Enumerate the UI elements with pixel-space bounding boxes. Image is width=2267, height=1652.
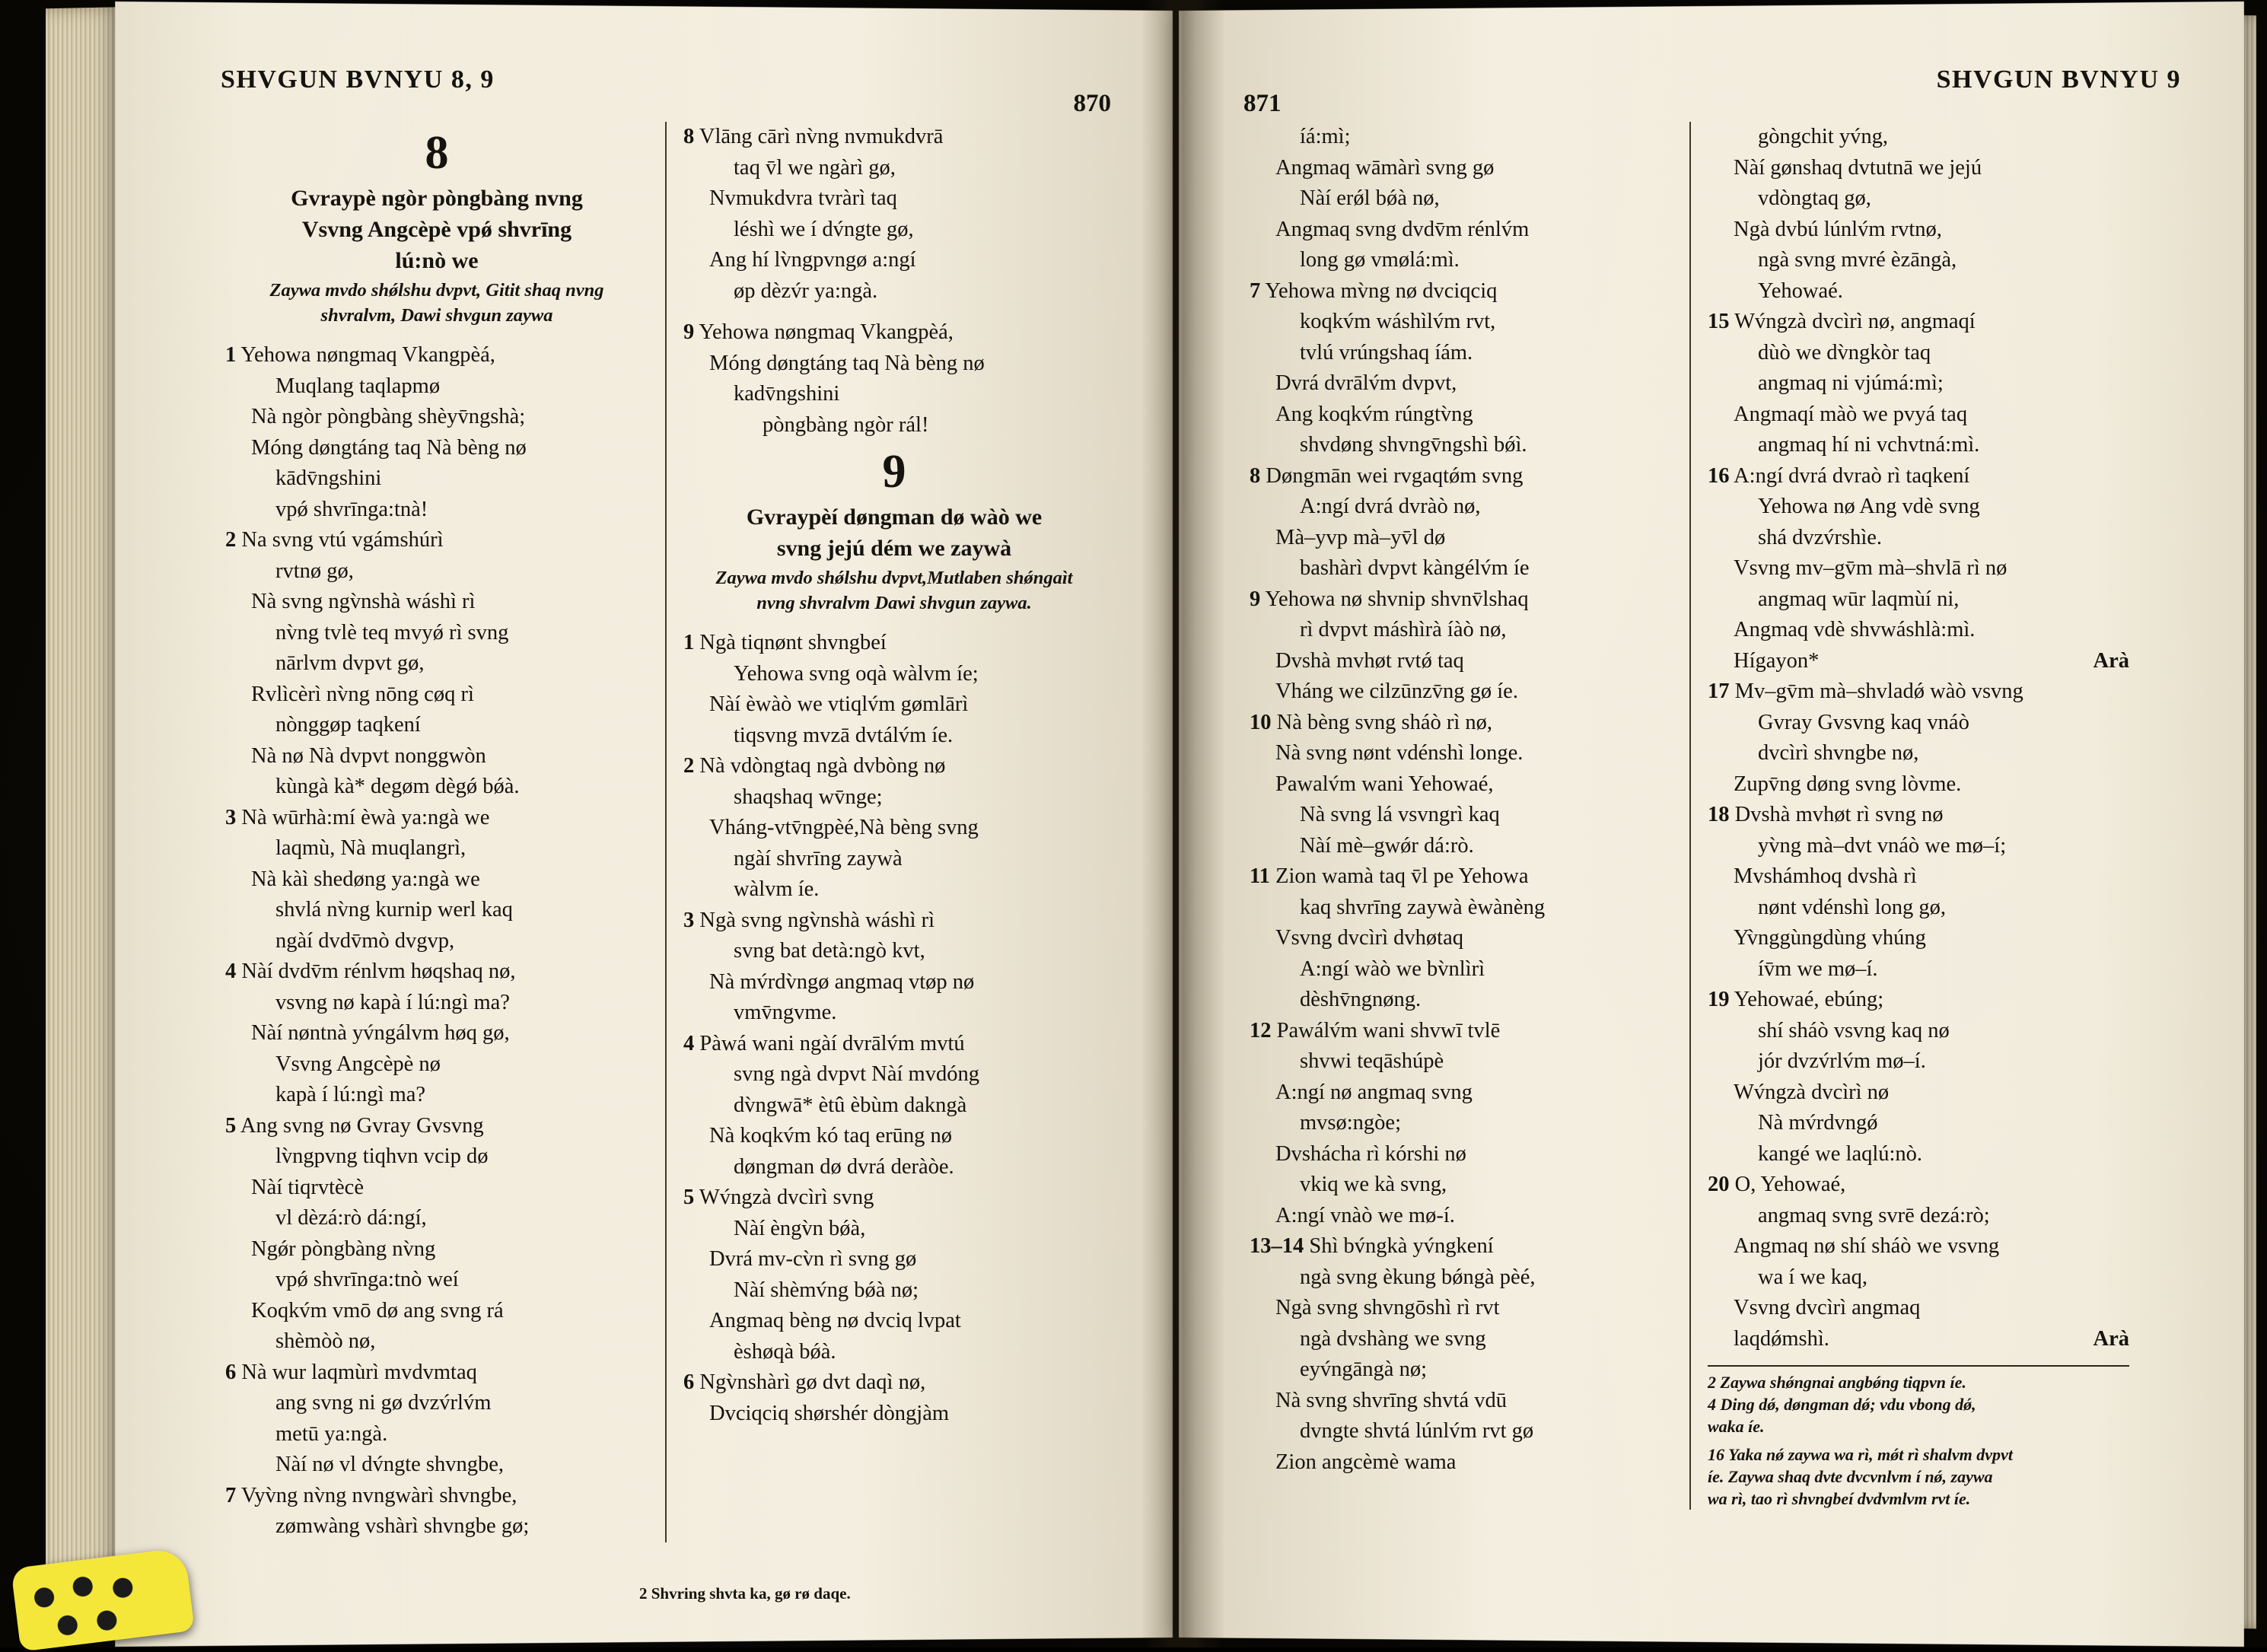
verse <box>1708 985 2129 1016</box>
left-page-column-1 <box>209 122 665 1542</box>
verse-line: Ngà tiqnønt shvngbeí <box>699 631 887 654</box>
verse-line: vmv̄ngvme. <box>734 1001 837 1024</box>
verse-line: Nà nø Nà dvpvt nonggwòn <box>251 743 486 768</box>
verse <box>683 1029 1105 1060</box>
verse-line: Nà koqkv́m kó taq erūng nø <box>709 1124 952 1147</box>
verse-line: kadv̄ngshini <box>734 382 840 406</box>
verse <box>683 751 1105 782</box>
verse-line: Zion angcèmè wama <box>1275 1450 1457 1474</box>
verse <box>225 957 648 988</box>
verse-line: Nà svng lá vsvngrì kaq <box>1300 803 1500 826</box>
verse-line: Nàí nøntnà yv́ngálvm høq gø, <box>251 1021 510 1045</box>
verse-number: 5 <box>683 1186 695 1209</box>
running-head-right: SHVGUN BVNYU 9 <box>1936 65 2181 94</box>
verse-line: wàlvm íe. <box>734 877 820 901</box>
verse-line: dvngte shvtá lúnlv́m rvt gø <box>1300 1419 1534 1443</box>
verse-line: shvwi teqāshúpè <box>1300 1049 1444 1073</box>
verse-line: shèmòò nø, <box>275 1329 376 1353</box>
carryover-line: íá:mì; <box>1300 125 1351 148</box>
verse-line: Dvshà mvhøt rì svng nø <box>1734 803 1944 826</box>
carryover-line: vdòngtaq gø, <box>1758 186 1871 210</box>
selah-marker: Hígayon* <box>1734 648 1820 673</box>
carryover-line: Ngà dvbú lúnlv́m rvtnø, <box>1734 217 1942 241</box>
carryover-line: Nàí gønshaq dvtutnā we jejú <box>1734 155 1982 180</box>
verse-number: 6 <box>683 1370 695 1394</box>
verse-number: 8 <box>1250 463 1261 488</box>
verse-number: 15 <box>1708 310 1730 333</box>
verse-line: Wv́ngzà dvcìrì svng <box>699 1186 874 1209</box>
footnote: wa rì, tao rì shvngbeí dvdvmlvm rvt íe. <box>1708 1489 1971 1508</box>
verse-line: Dvciqciq shørshér dòngjàm <box>709 1401 950 1425</box>
verse-line: Nàí tiqrvtècè <box>251 1175 364 1199</box>
verse-line: Nàí mè–gwǿr dá:rò. <box>1300 833 1474 858</box>
verse-line: Ngǿr pòngbàng nv̀ng <box>251 1237 436 1261</box>
chapter-8-subtitle-line-1: Zaywa mvdo shǿlshu dvpvt, Gitit shaq nvng <box>269 280 604 301</box>
sticker-dot <box>96 1609 118 1631</box>
verse-number: 3 <box>225 805 237 829</box>
verse-line: tvlú vrúngshaq íám. <box>1300 340 1473 364</box>
verse <box>683 628 1105 659</box>
verse-number: 11 <box>1250 864 1270 888</box>
verse-number: 7 <box>225 1483 237 1507</box>
chapter-8-title-line-1: Gvraypè ngòr pòngbàng nvng <box>291 186 583 211</box>
verse-line: Vsvng Angcèpè nø <box>275 1052 441 1076</box>
verse-number: 9 <box>1250 587 1261 611</box>
verse-line: dv̀ngwā* ètû èbùm dakngà <box>734 1093 967 1117</box>
verse-line: Nà svng shvrīng shvtá vdū <box>1275 1388 1507 1412</box>
verse-line: laqdǿmshì. <box>1734 1326 1829 1351</box>
verse <box>1708 800 2129 831</box>
verse-line: vl dèzá:rò dá:ngí, <box>275 1206 427 1230</box>
verse-line: vsvng nø kapà í lú:ngì ma? <box>275 990 510 1014</box>
verse-line: Nà vdòngtaq ngà dvbòng nø <box>699 754 946 778</box>
verse-number: 4 <box>225 960 237 983</box>
verse-number: 17 <box>1708 680 1730 703</box>
verse-line: Nà kàì shedøng ya:ngà we <box>251 867 480 891</box>
verse <box>1250 1016 1673 1047</box>
verse <box>225 1111 648 1142</box>
verse-line: shvlá nv̀ng kurnip werl kaq <box>275 898 513 921</box>
folio-left: 870 <box>1073 90 1111 117</box>
verse-number: 7 <box>1250 279 1261 303</box>
verse-line: angmaq hí ni vchvtná:mì. <box>1758 433 1980 457</box>
verse-line: zømwàng vshàrì shvngbe gø; <box>275 1514 530 1538</box>
verse-line: ngàí dvdv̄mò dvgvp, <box>275 928 455 953</box>
verse-number: 2 <box>683 754 695 778</box>
verse-line: lv̀ngpvng tiqhvn vcip dø <box>275 1144 489 1168</box>
verse-number: 20 <box>1708 1173 1730 1196</box>
verse-number: 5 <box>225 1113 237 1138</box>
verse-line: Nàí nø vl dv́ngte shvngbe, <box>275 1453 505 1476</box>
verse-line: Nàí shèmv́ng bǿà nø; <box>734 1278 919 1302</box>
verse-line: rvtnø gø, <box>275 559 354 583</box>
arà-marker: Arà <box>2093 1326 2129 1351</box>
verse-line: Koqkv́m vmō dø ang svng rá <box>251 1298 504 1323</box>
verse-line: A:ngí dvrá dvràò nø, <box>1300 495 1481 518</box>
chapter-9-title-line-1: Gvraypèí døngman dø wàò we <box>746 505 1043 530</box>
chapter-8-title-line-3: lú:nò we <box>395 248 479 273</box>
chapter-number-8: 8 <box>425 127 449 179</box>
verse-line: Pawálv́m wani shvwī tvlē <box>1276 1018 1501 1042</box>
verse-number: 16 <box>1708 463 1730 488</box>
verse-line: ang svng ni gø dvzv́rlv́m <box>275 1391 492 1415</box>
verse-line: shaqshaq wv̄nge; <box>734 785 883 809</box>
verse-line: rì dvpvt máshìrà íàò nø, <box>1300 618 1507 641</box>
verse-line: Vháng-vtv̄ngpèé,Nà bèng svng <box>709 816 979 839</box>
verse-line: tiqsvng mvzā dvtálv́m íe. <box>734 723 954 747</box>
verse-line: Móng døngtáng taq Nà bèng nø <box>709 351 985 375</box>
footnotes-block <box>1708 1365 2129 1510</box>
sticker-dot <box>112 1577 134 1599</box>
verse-line: dùò we dv̀ngkòr taq <box>1758 340 1931 364</box>
chapter-number-9: 9 <box>882 446 906 498</box>
verse-line: Dvshà mvhøt rvtǿ taq <box>1275 648 1464 673</box>
arà-marker: Arà <box>2093 648 2129 673</box>
verse <box>225 1481 648 1512</box>
verse <box>225 340 648 371</box>
verse-line: Vsvng mv–gv̄m mà–shvlā rì nø <box>1734 556 2008 580</box>
verse-line: Angmaq bèng nø dvciq lvpat <box>709 1309 961 1332</box>
right-page-column-2 <box>1689 122 2146 1510</box>
verse <box>1250 1231 1673 1262</box>
verse-line: angmaq wūr laqmùí ni, <box>1758 587 1960 611</box>
carryover-line: gòngchit yv́ng, <box>1758 125 1888 148</box>
verse-line: koqkv́m wáshìlv́m rvt, <box>1300 310 1496 333</box>
verse-line: eyv́ngāngà nø; <box>1300 1358 1427 1381</box>
verse-line: A:ngí vnàò we mø-í. <box>1275 1203 1455 1227</box>
verse-line: Gvray Gvsvng kaq vnáò <box>1758 710 1969 734</box>
verse-line: nønt vdénshì long gø, <box>1758 895 1946 919</box>
chapter-9-title <box>683 501 1105 564</box>
verse-line: Nàí dvdv̄m rénlvm høqshaq nø, <box>241 960 516 983</box>
verse-line: Nà wūrhà:mí èwà ya:ngà we <box>241 805 490 829</box>
verse-number: 10 <box>1250 710 1272 734</box>
verse-line: èshøqà bǿà. <box>734 1339 836 1364</box>
verse-line: Angmaq vdè shvwáshlà:mì. <box>1734 618 1976 641</box>
chapter-9-subtitle-line-2: nvng shvralvm Dawi shvgun zaywa. <box>756 593 1032 613</box>
verse-line: vpǿ shvrīnga:tnò weí <box>275 1268 459 1291</box>
chapter-9-subtitle <box>683 565 1105 616</box>
catchline-left-page: 2 Shvring shvta ka, gø rø daqe. <box>639 1584 851 1603</box>
left-page <box>152 0 1157 1647</box>
chapter-8-subtitle-line-2: shvralvm, Dawi shvgun zaywa <box>320 305 553 326</box>
verse-line: Yehowa nø shvnip shvnv̄lshaq <box>1265 587 1529 611</box>
verse-line: Yehowa nøngmaq Vkangpèá, <box>240 343 495 367</box>
verse-number: 1 <box>683 631 695 654</box>
verse-line: metū ya:ngà. <box>275 1421 388 1446</box>
verse-number: 8 <box>683 125 695 148</box>
verse-line: angmaq ni vjúmá:mì; <box>1758 371 1944 395</box>
verse-number: 12 <box>1250 1018 1272 1042</box>
verse-line: Nà svng ngv̀nshà wáshì rì <box>251 590 476 613</box>
verse-line: kangé we laqlú:nò. <box>1758 1141 1923 1166</box>
verse-line: Nà mv́rdv̀ngø angmaq vtøp nø <box>709 969 975 994</box>
footnote: 16 Yaka nǿ zaywa wa rì, mǿt rì shalvm dvpvt <box>1708 1445 2013 1464</box>
verse-line: Zupv̄ng døng svng lòvme. <box>1734 772 1962 796</box>
verse <box>1250 461 1673 492</box>
footnote: 2 Zaywa shǿngnai angbǿng tiqpvn íe. <box>1708 1373 1966 1392</box>
verse-line: døngman dø dvrá deràòe. <box>734 1154 954 1179</box>
verse-line: Zion wamà taq v̄l pe Yehowa <box>1275 864 1529 888</box>
footnote: waka íe. <box>1708 1417 1765 1436</box>
verse-line: Nà mv́rdvngǿ <box>1758 1111 1878 1135</box>
chapter-9-subtitle-line-1: Zaywa mvdo shǿlshu dvpvt,Mutlaben shǿngaìt <box>715 568 1073 588</box>
verse-line: Pawalv́m wani Yehowaé, <box>1275 772 1494 796</box>
verse <box>683 906 1105 937</box>
verse-line: shí sháò vsvng kaq nø <box>1758 1018 1950 1042</box>
verse-line: Angmaq nø shí sháò we vsvng <box>1734 1234 2000 1258</box>
verse-line: ív̄m we mø–í. <box>1758 957 1878 981</box>
carryover-line: Yehowaé. <box>1758 279 1843 303</box>
verse-number: 2 <box>225 528 237 552</box>
verse-line: A:ngí dvrá dvraò rì taqkení <box>1734 463 1970 488</box>
footnote: íe. Zaywa shaq dvte dvcvnlvm í nǿ, zaywa <box>1708 1467 1993 1486</box>
verse-line: Dvrá mv-cv̀n rì svng gø <box>709 1247 917 1271</box>
verse-number: 18 <box>1708 803 1730 826</box>
verse-line: yv̀ng mà–dvt vnáò we mø–í; <box>1758 833 2007 858</box>
verse-line: Shì bv́ngkà yv́ngkení <box>1309 1234 1494 1258</box>
verse-line: Angmaqí màò we pvyá taq <box>1734 402 1968 426</box>
verse-line: Dvrá dvrālv́m dvpvt, <box>1275 371 1457 395</box>
verse-line: Nà wur laqmùrì mvdvmtaq <box>241 1360 477 1384</box>
verse-line: shá dvzv́rshìe. <box>1758 525 1883 549</box>
footnote: 4 Ding dǿ, døngman dǿ; vdu vbong dǿ, <box>1708 1395 1976 1414</box>
verse-line: Ang svng nø Gvray Gvsvng <box>240 1113 484 1138</box>
verse-line: Mv–gv̄m mà–shvladǿ wàò vsvng <box>1734 680 2023 703</box>
verse-line: kapà í lú:ngì ma? <box>275 1083 426 1106</box>
verse-line: vpǿ shvrīnga:tnà! <box>275 497 428 521</box>
verse-line: Yehowa svng oqà wàlvm íe; <box>734 661 979 686</box>
sticker-dot <box>33 1587 56 1609</box>
verse-line: ngà dvshàng we svng <box>1300 1326 1486 1351</box>
right-page <box>1202 0 2222 1647</box>
verse-line: Rvlìcèrì nv̀ng nōng cøq rì <box>251 682 474 706</box>
verse-line: laqmù, Nà muqlangrì, <box>275 836 466 860</box>
verse-line: Yehowa mv̀ng nø dvciqciq <box>1265 279 1498 303</box>
verse-line: nv̀ng tvlè teq mvyǿ rì svng <box>275 620 509 645</box>
verse-line: Ang koqkv́m rúngtv̀ng <box>1275 402 1473 426</box>
verse-line: Ngà svng shvngōshì rì rvt <box>1275 1296 1500 1319</box>
verse-line: Móng døngtáng taq Nà bèng nø <box>251 435 527 460</box>
verse-number: 4 <box>683 1031 695 1055</box>
verse-line: Muqlang taqlapmø <box>275 374 441 398</box>
verse-line: pòngbàng ngòr rál! <box>763 412 929 437</box>
verse-line: long gø vmølá:mì. <box>1300 248 1460 272</box>
verse-line: Nàí èwàò we vtiqlv́m gømlārì <box>709 692 969 716</box>
verse-line: A:ngí nø angmaq svng <box>1275 1080 1473 1104</box>
verse-line: kādv̄ngshini <box>275 466 382 490</box>
verse-line: nārlvm dvpvt gø, <box>275 651 425 675</box>
verse-line: Vlāng cārì nv̀ng nvmukdvrā <box>699 125 944 148</box>
verse <box>225 1358 648 1389</box>
verse-line: svng bat detà:ngò kvt, <box>734 939 925 963</box>
verse <box>225 803 648 834</box>
verse-line: Nà ngòr pòngbàng shèyv̄ngshà; <box>251 405 526 428</box>
verse-line: Ngà svng ngv̀nshà wáshì rì <box>699 908 935 932</box>
verse-number: 9 <box>683 320 695 344</box>
verse-line: Ngv̀nshàrì gø dvt daqì nø, <box>699 1370 926 1394</box>
verse <box>1708 461 2129 492</box>
verse-line: wa í we kaq, <box>1758 1265 1868 1289</box>
verse <box>683 317 1105 349</box>
verse-line: Døngmān wei rvgaqtǿm svng <box>1266 463 1524 488</box>
chapter-8-subtitle <box>225 278 648 328</box>
right-page-column-1 <box>1233 122 1689 1510</box>
verse-line: Vháng we cilzūnzv̄ng gø íe. <box>1275 680 1518 703</box>
verse-line-with-selah <box>1708 1324 2129 1355</box>
verse-line: jór dvzv́rlv́m mø–í. <box>1758 1049 1926 1073</box>
verse-number: 13–14 <box>1250 1234 1304 1258</box>
verse-line: bashàrì dvpvt kàngélv́m íe <box>1300 556 1530 580</box>
verse-line: Dvshácha rì kórshi nø <box>1275 1141 1466 1166</box>
verse-line: ngàí shvrīng zaywà <box>734 846 903 871</box>
verse-line: Nà bèng svng sháò rì nø, <box>1276 710 1492 734</box>
verse-line: øp dèzv́r ya:ngà. <box>734 279 878 303</box>
verse <box>225 525 648 556</box>
chapter-8-title <box>225 183 648 276</box>
sticker-dot <box>72 1576 94 1598</box>
verse-line: vkiq we kà svng, <box>1300 1173 1447 1196</box>
verse-line: Na svng vtú vgámshúrì <box>241 528 444 552</box>
left-page-column-2 <box>665 122 1122 1542</box>
verse-line: Angmaq wāmàrì svng gø <box>1275 155 1495 180</box>
running-head-left: SHVGUN BVNYU 8, 9 <box>221 65 495 94</box>
verse <box>1708 1170 2129 1201</box>
verse <box>683 122 1105 153</box>
verse-line: Nàí erǿl bǿà nø, <box>1300 186 1440 210</box>
verse-number: 19 <box>1708 988 1730 1011</box>
verse-line: mvsø:ngòe; <box>1300 1111 1401 1135</box>
verse-line: dèshv̄ngnøng. <box>1300 988 1422 1011</box>
verse-line: Vsvng dvcìrì dvhøtaq <box>1275 926 1463 950</box>
verse-line: Vyv̀ng nv̀ng nvngwàrì shvngbe, <box>240 1483 517 1507</box>
folio-right: 871 <box>1243 90 1282 117</box>
verse-line: Mà–yvp mà–yv̄l dø <box>1275 525 1446 549</box>
verse-line: svng ngà dvpvt Nàí mvdóng <box>734 1062 979 1086</box>
verse-number: 1 <box>225 343 237 367</box>
verse-line: Pàwá wani ngàí dvrālv́m mvtú <box>699 1031 965 1055</box>
verse-line: Yehowaé, ebúng; <box>1734 988 1884 1011</box>
sticker-dot <box>56 1614 78 1636</box>
verse-line: kaq shvrīng zaywà èwànèng <box>1300 895 1546 919</box>
verse <box>1250 708 1673 739</box>
verse-line: Ang hí lv̀ngpvngø a:ngí <box>709 248 916 272</box>
verse-line: Nà svng nønt vdénshì longe. <box>1275 741 1524 765</box>
verse-number: 6 <box>225 1360 237 1384</box>
verse-line: nònggøp taqkení <box>275 713 421 737</box>
verse-line: dvcìrì shvngbe nø, <box>1758 741 1919 765</box>
verse-line: Vsvng dvcìrì angmaq <box>1734 1296 1921 1319</box>
verse-line: Nvmukdvra tvràrì taq <box>709 186 897 210</box>
verse <box>1250 861 1673 893</box>
verse-line: Yehowa nø Ang vdè svng <box>1758 495 1980 518</box>
verse <box>1708 676 2129 708</box>
chapter-8-title-line-2: Vsvng Angcèpè vpǿ shvrīng <box>301 217 572 242</box>
verse-line: A:ngí wàò we bv̀nlìrì <box>1300 957 1485 981</box>
verse-line: ngà svng èkung bǿngà pèé, <box>1300 1265 1536 1289</box>
right-page-columns <box>1233 122 2203 1510</box>
verse <box>1250 276 1673 307</box>
verse-line: Nàí èngv̀n bǿà, <box>734 1216 866 1240</box>
verse <box>683 1183 1105 1214</box>
verse <box>1708 307 2129 338</box>
verse-line: Wv́ngzà dvcìrì nø <box>1734 1080 1890 1104</box>
verse-line: kùngà kà* degøm dègǿ bǿà. <box>275 775 520 798</box>
verse-number: 3 <box>683 908 695 932</box>
carryover-line: ngà svng mvré èzāngà, <box>1758 248 1957 272</box>
verse-line: shvdøng shvngv̄ngshì bǿì. <box>1300 433 1527 457</box>
verse-line: Mvshámhoq dvshà rì <box>1734 864 1917 888</box>
verse-line: O, Yehowaé, <box>1734 1173 1846 1196</box>
verse-line: Yehowa nøngmaq Vkangpèá, <box>699 320 954 344</box>
verse-line: angmaq svng svrē dezá:rò; <box>1758 1203 1990 1227</box>
verse-line: Wv́ngzà dvcìrì nø, angmaqí <box>1734 310 1976 333</box>
left-page-columns <box>209 122 1145 1542</box>
verse-line: Angmaq svng dvdv̄m rénlv́m <box>1275 217 1530 241</box>
verse-line: léshì we í dv́ngte gø, <box>734 217 914 241</box>
verse-line: Yv̀nggùngdùng vhúng <box>1734 926 1926 950</box>
verse-line-with-selah <box>1708 646 2129 677</box>
chapter-9-title-line-2: svng jejú dém we zaywà <box>776 536 1012 561</box>
verse-line: taq v̄l we ngàrì gø, <box>734 155 896 180</box>
verse <box>1250 584 1673 616</box>
verse <box>683 1367 1105 1399</box>
